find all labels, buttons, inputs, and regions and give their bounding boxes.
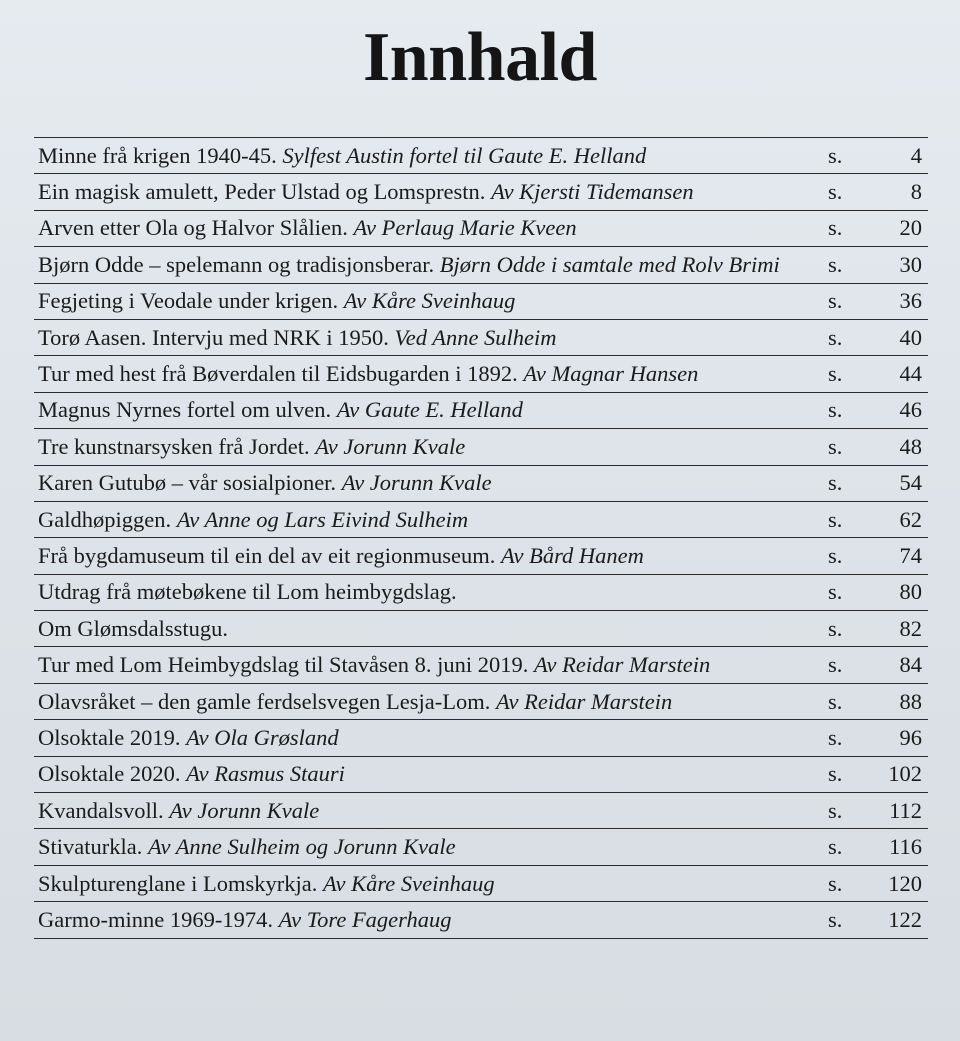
page-prefix: s. (828, 542, 843, 568)
toc-entry (34, 434, 828, 460)
toc-row (34, 647, 928, 683)
article-title: Minne frå krigen 1940-45. (38, 142, 277, 168)
toc-row (34, 902, 928, 938)
article-title: Fegjeting i Veodale under krigen. (38, 288, 339, 314)
article-author: Av Magnar Hansen (523, 361, 699, 387)
page-prefix: s. (828, 433, 843, 459)
toc-row (34, 174, 928, 210)
article-author: Av Kåre Sveinhaug (322, 870, 495, 896)
article-author: Av Jorunn Kvale (315, 433, 466, 459)
article-author: Av Tore Fagerhaug (278, 906, 452, 932)
toc-row (34, 829, 928, 865)
toc-row (34, 211, 928, 247)
article-author: Av Jorunn Kvale (169, 797, 320, 823)
toc-entry (34, 215, 828, 241)
page-prefix: s. (828, 797, 843, 823)
toc-entry (34, 252, 828, 278)
toc-entry (34, 543, 828, 569)
toc-entry (34, 143, 828, 169)
page-number: 44 (899, 361, 922, 387)
page-number: 80 (899, 579, 922, 605)
page-prefix: s. (828, 361, 843, 387)
toc-entry (34, 616, 828, 642)
article-author: Ved Anne Sulheim (394, 324, 557, 350)
page-number: 30 (899, 251, 922, 277)
article-title: Karen Gutubø – vår sosialpioner. (38, 470, 337, 496)
page-number: 102 (888, 761, 922, 787)
toc-row (34, 720, 928, 756)
page-prefix: s. (828, 142, 843, 168)
page-prefix: s. (828, 215, 843, 241)
toc-row (34, 538, 928, 574)
article-title: Olsoktale 2020. (38, 761, 181, 787)
page-number: 116 (889, 834, 922, 860)
toc-entry (34, 907, 828, 933)
article-author: Av Perlaug Marie Kveen (353, 215, 577, 241)
page-number: 48 (899, 433, 922, 459)
page-number: 46 (899, 397, 922, 423)
toc-entry (34, 798, 828, 824)
page-number: 120 (888, 870, 922, 896)
article-title: Frå bygdamuseum til ein del av eit regionmuseum. (38, 542, 496, 568)
page-prefix: s. (828, 724, 843, 750)
page-prefix: s. (828, 579, 843, 605)
article-title: Garmo-minne 1969-1974. (38, 906, 273, 932)
page-prefix: s. (828, 870, 843, 896)
page-number: 36 (899, 288, 922, 314)
toc-row (34, 429, 928, 465)
page-prefix: s. (828, 324, 843, 350)
article-author: Av Kjersti Tidemansen (491, 179, 694, 205)
page-prefix: s. (828, 652, 843, 678)
page-prefix: s. (828, 179, 843, 205)
toc-entry (34, 325, 828, 351)
article-title: Stivaturkla. (38, 834, 143, 860)
article-title: Kvandalsvoll. (38, 797, 164, 823)
article-title: Olsoktale 2019. (38, 724, 181, 750)
article-title: Ein magisk amulett, Peder Ulstad og Lomsprestn. (38, 179, 486, 205)
toc-entry (34, 871, 828, 897)
article-author: Sylfest Austin fortel til Gaute E. Helland (282, 142, 647, 168)
article-author: Av Ola Grøsland (186, 724, 339, 750)
toc-row (34, 320, 928, 356)
page-number: 84 (899, 652, 922, 678)
article-title: Utdrag frå møtebøkene til Lom heimbygdslag. (38, 579, 457, 605)
page-prefix: s. (828, 288, 843, 314)
page-number: 54 (899, 470, 922, 496)
article-title: Tur med Lom Heimbygdslag til Stavåsen 8. juni 2019. (38, 652, 529, 678)
page-title: Innhald (363, 19, 597, 96)
article-author: Av Rasmus Stauri (186, 761, 345, 787)
page-prefix: s. (828, 761, 843, 787)
article-author: Av Anne Sulheim og Jorunn Kvale (147, 834, 456, 860)
toc-entry (34, 470, 828, 496)
toc-entry (34, 689, 828, 715)
page-number: 20 (899, 215, 922, 241)
article-author: Av Reidar Marstein (495, 688, 673, 714)
toc-entry (34, 652, 828, 678)
toc-row (34, 466, 928, 502)
article-author: Av Jorunn Kvale (341, 470, 492, 496)
page-number: 62 (899, 506, 922, 532)
page-number: 8 (910, 179, 922, 205)
toc-row (34, 575, 928, 611)
article-author: Av Gaute E. Helland (336, 397, 523, 423)
toc-row (34, 284, 928, 320)
page-number: 82 (899, 615, 922, 641)
page-number: 74 (899, 542, 922, 568)
table-of-contents (34, 137, 928, 939)
page-prefix: s. (828, 834, 843, 860)
page-prefix: s. (828, 470, 843, 496)
article-title: Skulpturenglane i Lomskyrkja. (38, 870, 318, 896)
article-title: Galdhøpiggen. (38, 506, 172, 532)
toc-entry (34, 507, 828, 533)
article-title: Olavsråket – den gamle ferdselsvegen Lesja-Lom. (38, 688, 491, 714)
article-author: Av Anne og Lars Eivind Sulheim (176, 506, 469, 532)
page-number: 4 (910, 142, 922, 168)
toc-entry (34, 579, 828, 605)
toc-row (34, 393, 928, 429)
toc-row (34, 793, 928, 829)
article-author: Av Reidar Marstein (534, 652, 711, 678)
page-number: 122 (888, 906, 922, 932)
article-author: Av Bård Hanem (501, 542, 644, 568)
page-prefix: s. (828, 688, 843, 714)
page-prefix: s. (828, 615, 843, 641)
toc-row (34, 356, 928, 392)
toc-row (34, 866, 928, 902)
toc-entry (34, 288, 828, 314)
page-prefix: s. (828, 506, 843, 532)
article-title: Om Glømsdalsstugu. (38, 615, 229, 641)
article-title: Tre kunstnarsysken frå Jordet. (38, 433, 310, 459)
article-author: Av Kåre Sveinhaug (343, 288, 516, 314)
article-title: Arven etter Ola og Halvor Slålien. (38, 215, 348, 241)
toc-row (34, 247, 928, 283)
toc-row (34, 684, 928, 720)
article-title: Tur med hest frå Bøverdalen til Eidsbugarden i 1892. (38, 361, 518, 387)
toc-row (34, 502, 928, 538)
article-author: Bjørn Odde i samtale med Rolv Brimi (439, 251, 780, 277)
page-number: 96 (899, 724, 922, 750)
toc-row (34, 138, 928, 174)
article-title: Magnus Nyrnes fortel om ulven. (38, 397, 332, 423)
page-prefix: s. (828, 397, 843, 423)
page-number: 40 (899, 324, 922, 350)
toc-entry (34, 725, 828, 751)
article-title: Bjørn Odde – spelemann og tradisjonsberar. (38, 251, 435, 277)
toc-entry (34, 834, 828, 860)
toc-entry (34, 361, 828, 387)
page-prefix: s. (828, 251, 843, 277)
toc-row (34, 757, 928, 793)
page-number: 88 (899, 688, 922, 714)
toc-row (34, 611, 928, 647)
toc-entry (34, 397, 828, 423)
toc-entry (34, 179, 828, 205)
article-title: Torø Aasen. Intervju med NRK i 1950. (38, 324, 389, 350)
page-number: 112 (889, 797, 922, 823)
toc-entry (34, 761, 828, 787)
page-prefix: s. (828, 906, 843, 932)
